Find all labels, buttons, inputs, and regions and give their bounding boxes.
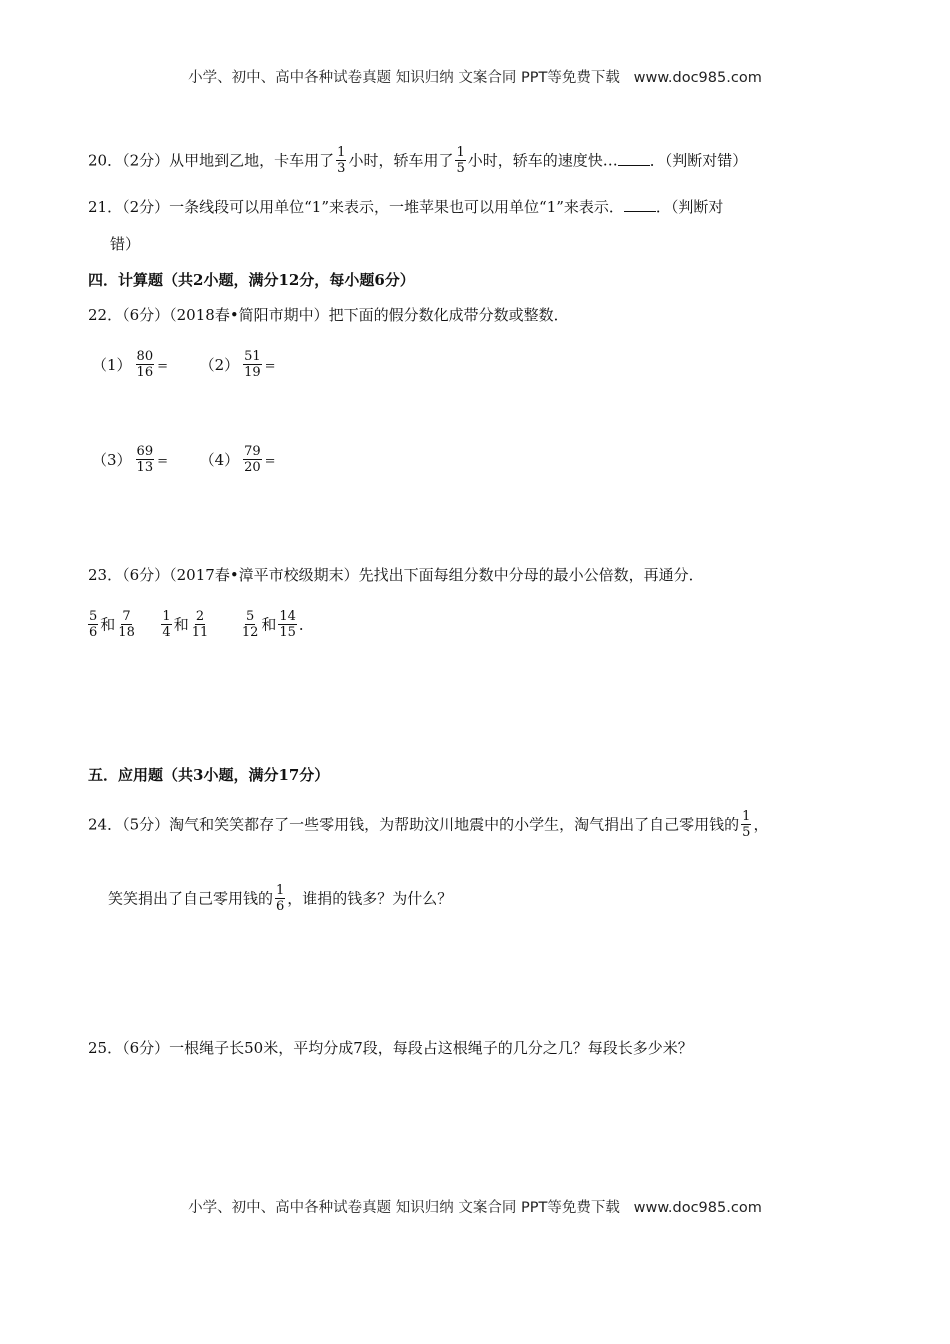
header-url[interactable]: www.doc985.com (633, 70, 762, 86)
fraction (117, 609, 136, 640)
fraction-denominator: 11 (191, 625, 209, 640)
fraction-denominator: 3 (337, 161, 346, 176)
fraction (455, 145, 465, 176)
question-number: 24． (88, 815, 123, 834)
question-number: 21． (88, 198, 123, 216)
page-header (0, 66, 950, 87)
fraction-denominator: 6 (276, 899, 285, 914)
fraction-numerator: 1 (337, 145, 346, 160)
question-number: 23． (88, 566, 123, 584)
page-footer (0, 1196, 950, 1217)
equals-sign: = (157, 453, 168, 469)
item-label: （2） (199, 355, 240, 374)
question-25 (88, 1038, 693, 1058)
fraction-numerator: 69 (136, 444, 154, 459)
question-text: ．（判断对错） (649, 151, 748, 170)
question-21 (88, 197, 723, 217)
question-text: ．（判断对 (655, 198, 724, 216)
footer-text: 小学、初中、高中各种试卷真题 知识归纳 文案合同 PPT等免费下载 (188, 1200, 620, 1216)
fraction-numerator: 1 (162, 609, 171, 624)
question-score: （6分） (122, 566, 170, 584)
fraction-denominator: 12 (241, 625, 259, 640)
fraction (136, 444, 155, 475)
equals-sign: = (264, 358, 276, 374)
item-label: （3） (92, 450, 132, 469)
q22-row-1 (92, 350, 276, 381)
fraction (336, 145, 346, 176)
question-23 (88, 565, 704, 585)
question-22 (88, 305, 569, 325)
answer-blank[interactable] (618, 151, 650, 166)
fraction (741, 809, 751, 840)
fraction (241, 609, 260, 640)
fraction-numerator: 5 (245, 609, 255, 624)
section-title-5: 五．应用题（共3小题，满分17分） (88, 766, 330, 784)
fraction-denominator: 15 (279, 625, 296, 640)
answer-blank[interactable] (624, 197, 656, 212)
fraction-denominator: 4 (162, 625, 171, 640)
fraction (161, 609, 171, 640)
fraction-numerator: 5 (89, 609, 98, 624)
question-text: ，谁捐的钱多？为什么？ (287, 889, 453, 908)
question-text: 一条线段可以用单位“1”来表示，一堆苹果也可以用单位“1”来表示． (169, 198, 624, 216)
question-source: （2018春•简阳市期中） (169, 306, 329, 324)
fraction-numerator: 1 (276, 883, 285, 898)
fraction-numerator: 1 (742, 809, 751, 824)
fraction (243, 349, 262, 380)
question-score: （6分） (122, 1039, 170, 1057)
fraction-numerator: 79 (244, 444, 261, 459)
fraction-denominator: 5 (456, 161, 465, 176)
equals-sign: = (264, 453, 276, 469)
fraction (278, 609, 297, 640)
fraction-denominator: 6 (89, 625, 98, 640)
fraction-numerator: 7 (122, 609, 131, 624)
fraction (88, 609, 98, 640)
question-text: 一根绳子长50米，平均分成7段，每段占这根绳子的几分之几？每段长多少米？ (169, 1039, 693, 1057)
question-text: ， (753, 815, 769, 834)
question-24-cont (108, 884, 452, 915)
header-text: 小学、初中、高中各种试卷真题 知识归纳 文案合同 PPT等免费下载 (188, 70, 620, 86)
fraction (191, 609, 210, 640)
equals-sign: = (157, 358, 168, 374)
fraction-numerator: 2 (195, 609, 205, 624)
fraction-numerator: 14 (279, 609, 296, 624)
q23-fraction-groups (86, 610, 314, 641)
question-number: 25． (88, 1039, 123, 1057)
question-20 (88, 146, 747, 177)
footer-url[interactable]: www.doc985.com (633, 1200, 762, 1216)
section-title-4: 四．计算题（共2小题，满分12分，每小题6分） (88, 271, 415, 289)
fraction-denominator: 5 (742, 825, 751, 840)
question-text: 先找出下面每组分数中分母的最小公倍数，再通分． (358, 566, 704, 584)
and-text: 和 (173, 615, 189, 634)
question-text: 淘气和笑笑都存了一些零用钱，为帮助汶川地震中的小学生，淘气捐出了自己零用钱的 (169, 815, 740, 834)
question-text: 错） (110, 235, 141, 253)
item-label: （1） (92, 355, 132, 374)
question-24 (88, 810, 768, 841)
fraction (136, 349, 155, 380)
question-text: 小时，轿车用了 (348, 151, 454, 170)
fraction-numerator: 1 (456, 145, 465, 160)
question-score: （5分） (122, 815, 170, 834)
question-score: （2分） (122, 151, 170, 170)
fraction (275, 883, 285, 914)
fraction (243, 444, 262, 475)
fraction-denominator: 20 (244, 460, 261, 475)
fraction-denominator: 13 (136, 460, 154, 475)
question-text: 把下面的假分数化成带分数或整数． (328, 306, 569, 324)
period: ． (298, 615, 314, 634)
question-21-cont (110, 234, 140, 254)
question-text: 小时，轿车的速度快… (467, 151, 618, 170)
fraction-denominator: 19 (244, 365, 261, 380)
fraction-denominator: 16 (136, 365, 154, 380)
question-number: 22． (88, 306, 123, 324)
item-label: （4） (199, 450, 240, 469)
question-score: （2分） (122, 198, 170, 216)
question-number: 20． (88, 151, 123, 170)
and-text: 和 (261, 615, 277, 634)
q22-row-2 (92, 445, 276, 476)
and-text: 和 (100, 615, 116, 634)
question-text: 笑笑捐出了自己零用钱的 (108, 889, 274, 908)
question-source: （2017春•漳平市校级期末） (169, 566, 359, 584)
fraction-numerator: 51 (244, 349, 261, 364)
question-text: 从甲地到乙地，卡车用了 (169, 151, 335, 170)
question-score: （6分） (122, 306, 170, 324)
fraction-numerator: 80 (136, 349, 154, 364)
fraction-denominator: 18 (118, 625, 135, 640)
